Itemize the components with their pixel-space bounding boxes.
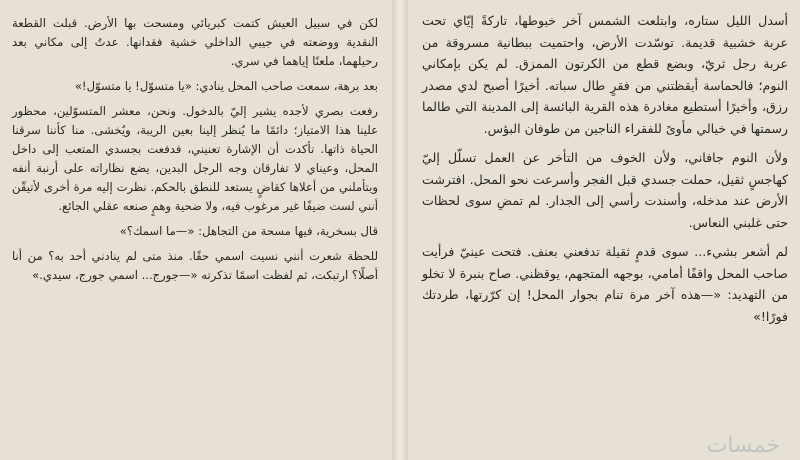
paragraph: بعد برهة، سمعت صاحب المحل ينادي: «يا متسوّل! يا متسوّل!»: [74, 79, 378, 93]
paragraph: للحظة شعرت أنني نسيت اسمي حقًا. منذ متى لم ينادني أحد به؟ من أنا أصلًا؟ ارتبكت، ثم لفظت اسمًا تذكرته «—جورج... اسمي جورج، سيدي.»: [12, 249, 378, 282]
paragraph: لكن في سبيل العيش كتمت كبريائي ومسحت بها الأرض. قبلت القطعة النقدية ووضعته في جيبي الداخلي خشية فقدانها. عدتُ إلى مكاني بعد رحيلهما، ملعنًا إياهما في سري.: [12, 16, 378, 68]
paragraph: ولأن النوم جافاني، ولأن الخوف من التأخر عن العمل تسلّل إليّ كهاجسٍ ثقيل، حملت جسدي قبل الفجر وأسرعت نحو المحل. افترشت الأرض عند مدخله، وأسندت رأسي إلى الجدار. لم تمضِ سوى لحظات حتى غلبني النعاس.: [422, 150, 788, 230]
left-page: [0, 0, 392, 460]
watermark: خمسات: [706, 433, 780, 458]
right-page: [408, 0, 800, 460]
paragraph: لم أشعر بشيء... سوى قدمٍ ثقيلة تدفعني بعنف. فتحت عينيّ فرأيت صاحب المحل واقفًا أمامي، بوجهه المتجهم، يوقظني. صاح بنبرة لا تخلو من التهديد: «—هذه آخر مرة تنام بجوار المحل! إن كرّرتها، طردتك فورًا!»: [422, 244, 788, 324]
paragraph: أسدل الليل ستاره، وابتلعت الشمس آخر خيوطها، تاركةً إيّاي تحت عربة خشبية قديمة. توسّدت الأرض، واحتميت ببطانية مسروقة من عربة رجل ثريّ، وبضع قطع من الكرتون الممزق. لم يكن بإمكاني النوم؛ فالحماسة أيقظتني من فقرٍ طال سباته. أخيرًا أصبح لدي مصدر رزق، وأخيرًا أستطيع مغادرة هذه القرية البائسة إلى المدينة التي طالما رسمتها في خيالي مأوىً للفقراء الناجين من طوفان البؤس.: [422, 13, 788, 136]
paragraph: قال بسخرية، فيها مسحة من التجاهل: «—ما اسمك؟»: [119, 224, 378, 238]
paragraph: رفعت بصري لأجده يشير إليّ بالدخول. ونحن، معشر المتسوّلين، محظور علينا هذا الامتياز؛ دائمًا ما يُنظر إلينا بعين الريبة، ويُخشى. منا كأننا سرقنا الحياة ذاتها. تأكدت أن الإشارة تعنيني، فدفعت بجسدي المتعب إلى داخل المحل، وعيناي لا تفارقان وجه الرجل البدين، يضع نظاراته على أرنبة أنفه ويتأملني من أعلاها كقاضٍ يستعد للنطق بالحكم. نظرت إليه مرة أخرى لأتيقّن أنني لست ضيفًا غير مرغوب فيه، ولا ضحية وهمٍ صنعه عقلي الجائع.: [12, 104, 378, 213]
book-gutter: [392, 0, 408, 460]
